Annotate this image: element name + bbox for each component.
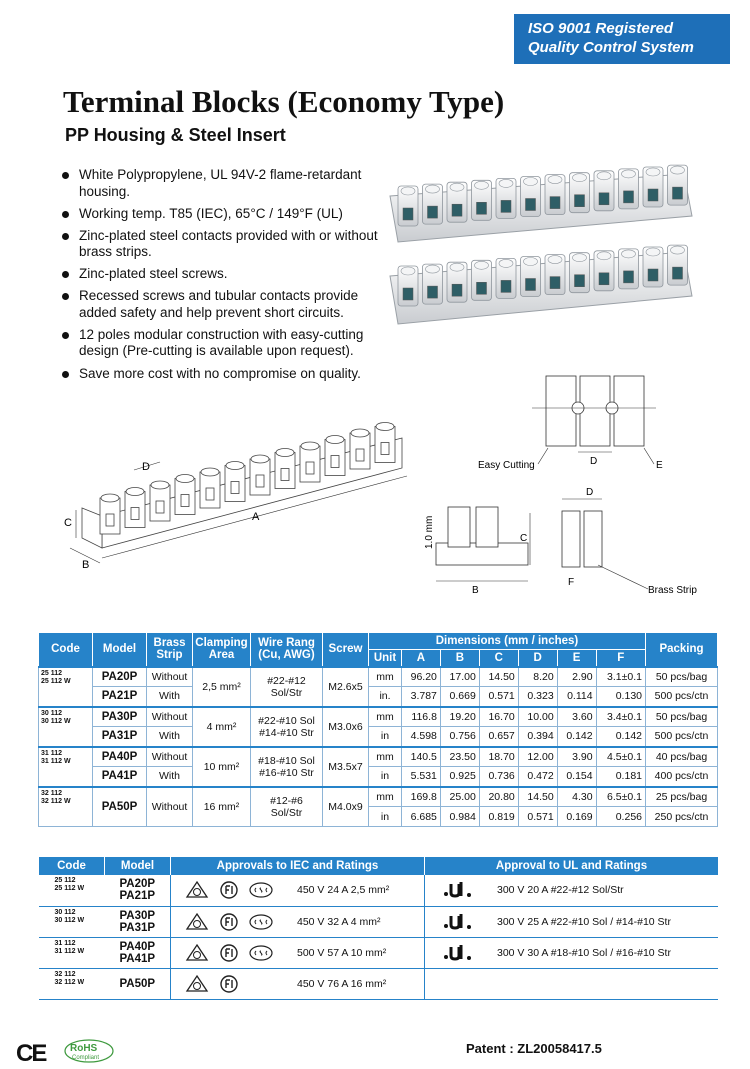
spec-row: [39, 687, 718, 707]
code-line: 25 112: [54, 877, 76, 884]
wire-line: #12-#6: [270, 794, 303, 807]
col-clamping: Clamping Area: [193, 633, 251, 667]
ul-content: [425, 943, 718, 963]
ul-cell: [425, 968, 719, 999]
feature-text: Save more cost with no compromise on quality.: [79, 365, 361, 381]
spec-row: [39, 787, 718, 807]
terminal-pole: [545, 255, 565, 295]
model-cell: PA40P: [93, 747, 147, 767]
dim-d-label: D: [142, 461, 150, 473]
bullet-icon: [62, 172, 69, 179]
terminal-pole: [545, 175, 565, 215]
unit-cell: mm: [369, 667, 402, 687]
ul-cell: [425, 875, 719, 906]
iec-marks: [185, 880, 297, 900]
dimension-cell: 116.8: [401, 707, 440, 727]
dimension-cell: 3.60: [557, 707, 596, 727]
ul-cell: [425, 906, 719, 937]
dimension-cell: 8.20: [518, 667, 557, 687]
brass-strip-label: Brass Strip: [648, 585, 697, 596]
code-cell: [39, 968, 105, 999]
code-cell: [39, 707, 93, 747]
drawing-pole: [325, 436, 345, 476]
terminal-pole: [472, 260, 492, 300]
screw-cell: M2.6x5: [323, 667, 369, 707]
brass-cell: Without: [147, 667, 193, 687]
brass-cell: Without: [147, 787, 193, 827]
dimension-cell: 4.30: [557, 787, 596, 807]
col-packing: Packing: [646, 633, 718, 667]
terminal-pole: [619, 249, 639, 289]
unit-cell: in.: [369, 687, 402, 707]
fi-mark-icon: [217, 943, 241, 963]
col-c: C: [479, 650, 518, 667]
screw-cell: M3.5x7: [323, 747, 369, 787]
code-line: 32 112 W: [54, 978, 85, 986]
csc-mark-icon: [249, 912, 273, 932]
model-line: PA50P: [119, 977, 156, 990]
terminal-pole: [643, 247, 663, 287]
terminal-pole: [570, 253, 590, 293]
feature-text: Zinc-plated steel contacts provided with or without brass strips.: [79, 227, 378, 260]
code-line: 25 112 W: [54, 885, 85, 892]
dimension-cell: 0.756: [440, 727, 479, 747]
terminal-pole: [668, 245, 688, 285]
clamping-cell: 4 mm²: [193, 707, 251, 747]
clamping-cell: 10 mm²: [193, 747, 251, 787]
packing-cell: 500 pcs/ctn: [646, 687, 718, 707]
code-cell: [39, 906, 105, 937]
packing-cell: 40 pcs/bag: [646, 747, 718, 767]
dim-a-label: A: [252, 511, 260, 523]
model-line: PA30P: [119, 909, 156, 922]
wire-line: #14-#10 Str: [259, 726, 314, 739]
iso-badge-line2: Quality Control System: [528, 39, 694, 56]
ul-rating: 300 V 30 A #18-#10 Sol / #16-#10 Str: [497, 946, 671, 959]
model-cell: [105, 968, 171, 999]
dimension-cell: 25.00: [440, 787, 479, 807]
model-cell: PA41P: [93, 767, 147, 787]
terminal-pole: [423, 184, 443, 224]
spec-row: [39, 667, 718, 687]
wire-cell: [251, 747, 323, 787]
iec-marks: [185, 943, 297, 963]
drawing-pole: [275, 449, 295, 489]
packing-cell: 400 pcs/ctn: [646, 767, 718, 787]
brass-cell: Without: [147, 747, 193, 767]
approval-row: [39, 906, 719, 937]
model-cell: PA31P: [93, 727, 147, 747]
code-line: 25 112 W: [41, 677, 71, 685]
unit-cell: in: [369, 727, 402, 747]
bullet-icon: [62, 371, 69, 378]
unit-cell: in: [369, 767, 402, 787]
feature-item: [62, 266, 382, 283]
drawing-pole: [200, 468, 220, 508]
dimension-cell: 5.531: [401, 767, 440, 787]
feature-text: Zinc-plated steel screws.: [79, 266, 228, 282]
code-line: 31 112 W: [54, 947, 85, 955]
model-line: PA41P: [119, 952, 156, 965]
dimension-cell: 2.90: [557, 667, 596, 687]
csc-mark-icon: [249, 880, 273, 900]
feature-list: [62, 167, 382, 388]
terminal-strip-top: [390, 165, 692, 242]
packing-cell: 500 pcs/ctn: [646, 727, 718, 747]
code-cell: [39, 747, 93, 787]
fi-mark-icon: [217, 880, 241, 900]
feature-item: [62, 167, 382, 200]
model-cell: PA21P: [93, 687, 147, 707]
iec-icons: [171, 912, 424, 932]
cul-us-mark-icon: [443, 880, 473, 900]
terminal-pole: [398, 266, 418, 306]
code-line: 31 112: [54, 939, 76, 947]
vde-mark-icon: [185, 912, 209, 932]
col-a: A: [401, 650, 440, 667]
dimension-cell: 0.669: [440, 687, 479, 707]
drawing-pole: [300, 442, 320, 482]
terminal-pole: [447, 182, 467, 222]
feature-item: [62, 288, 382, 321]
appr-col-iec: Approvals to IEC and Ratings: [171, 857, 425, 875]
dimension-cell: 0.169: [557, 807, 596, 827]
iec-icons: [171, 880, 424, 900]
wire-line: Sol/Str: [270, 686, 303, 699]
wire-line: #22-#12: [267, 674, 306, 687]
approval-table: [38, 857, 718, 1000]
packing-cell: 50 pcs/bag: [646, 667, 718, 687]
model-cell: PA30P: [93, 707, 147, 727]
dimension-cell: 0.736: [479, 767, 518, 787]
col-dimensions: Dimensions (mm / inches): [369, 633, 646, 650]
model-cell: [105, 937, 171, 968]
col-screw: Screw: [323, 633, 369, 667]
col-wire: Wire Rang (Cu, AWG): [251, 633, 323, 667]
vde-mark-icon: [185, 943, 209, 963]
dim-c-label: C: [64, 517, 72, 529]
feature-item: [62, 366, 382, 383]
brass-cell: With: [147, 727, 193, 747]
col-e: E: [557, 650, 596, 667]
terminal-pole: [619, 169, 639, 209]
iec-rating: 450 V 24 A 2,5 mm²: [297, 884, 390, 897]
dimension-cell: 0.114: [557, 687, 596, 707]
rohs-text: RoHS: [70, 1043, 98, 1054]
dimension-cell: 3.787: [401, 687, 440, 707]
screw-cell: M3.0x6: [323, 707, 369, 747]
cul-us-mark-icon: [443, 943, 473, 963]
iec-icons: [171, 943, 424, 963]
ul-content: [425, 880, 718, 900]
model-cell: [105, 906, 171, 937]
dimension-cell: 10.00: [518, 707, 557, 727]
iec-cell: [171, 906, 425, 937]
terminal-pole: [521, 177, 541, 217]
col-code: Code: [39, 633, 93, 667]
code-cell: [39, 875, 105, 906]
approval-row: [39, 968, 719, 999]
code-line: 32 112: [41, 789, 63, 797]
feature-text: Recessed screws and tubular contacts provide added safety and help prevent short circuits.: [79, 288, 359, 320]
col-f: F: [596, 650, 645, 667]
drawing-pole: [175, 475, 195, 515]
iec-marks: [185, 974, 297, 994]
dimension-cell: 0.256: [596, 807, 645, 827]
rohs-compliant-text: Compliant: [72, 1055, 100, 1061]
feature-text: White Polypropylene, UL 94V-2 flame-retardant housing.: [79, 167, 362, 199]
clamping-cell: 2,5 mm²: [193, 667, 251, 707]
terminal-pole: [521, 257, 541, 297]
col-b: B: [440, 650, 479, 667]
feature-text: Working temp. T85 (IEC), 65°C / 149°F (UL): [79, 205, 343, 221]
appr-col-model: Model: [105, 857, 171, 875]
terminal-pole: [496, 178, 516, 218]
csc-mark-icon: [249, 943, 273, 963]
terminal-pole: [472, 180, 492, 220]
brass-cell: Without: [147, 707, 193, 727]
drawing-pole: [125, 488, 145, 528]
approval-row: [39, 875, 719, 906]
terminal-pole: [570, 173, 590, 213]
wire-line: Sol/Str: [270, 806, 303, 819]
unit-cell: mm: [369, 787, 402, 807]
iec-cell: [171, 968, 425, 999]
screw-cell: M4.0x9: [323, 787, 369, 827]
dimension-cell: 0.394: [518, 727, 557, 747]
iec-rating: 450 V 32 A 4 mm²: [297, 915, 381, 928]
spec-table: [38, 632, 718, 827]
model-cell: [105, 875, 171, 906]
dimension-cell: 4.598: [401, 727, 440, 747]
iec-cell: [171, 875, 425, 906]
fi-mark-icon: [217, 912, 241, 932]
terminal-pole: [643, 167, 663, 207]
isometric-drawing: [62, 398, 442, 578]
drawing-pole: [350, 429, 370, 469]
patent-number: Patent : ZL20058417.5: [466, 1041, 602, 1056]
section-c-label: C: [520, 533, 528, 544]
code-line: 32 112: [54, 970, 76, 978]
spec-row: [39, 727, 718, 747]
dimension-cell: 0.984: [440, 807, 479, 827]
dimension-cell: 3.90: [557, 747, 596, 767]
drawing-pole: [100, 494, 120, 534]
model-line: PA21P: [119, 890, 156, 903]
feature-item: [62, 327, 382, 360]
section-b-label: B: [472, 585, 479, 596]
dimension-cell: 12.00: [518, 747, 557, 767]
model-line: PA20P: [119, 878, 156, 891]
code-cell: [39, 937, 105, 968]
spec-row: [39, 747, 718, 767]
model-cell: PA50P: [93, 787, 147, 827]
ul-content: [425, 912, 718, 932]
dimension-cell: 0.142: [557, 727, 596, 747]
wire-line: #16-#10 Str: [259, 766, 314, 779]
unit-cell: mm: [369, 707, 402, 727]
bullet-icon: [62, 332, 69, 339]
dimension-cell: 0.925: [440, 767, 479, 787]
feature-item: [62, 228, 382, 261]
appr-col-code: Code: [39, 857, 105, 875]
col-d: D: [518, 650, 557, 667]
model-line: PA40P: [119, 940, 156, 953]
spec-row: [39, 707, 718, 727]
code-cell: [39, 787, 93, 827]
col-brass: Brass Strip: [147, 633, 193, 667]
dimension-cell: 0.323: [518, 687, 557, 707]
terminal-pole: [668, 165, 688, 205]
dimension-cell: 0.571: [518, 807, 557, 827]
ce-mark-icon: CE: [16, 1040, 46, 1067]
dimension-cell: 0.154: [557, 767, 596, 787]
thickness-label: 1.0 mm: [424, 515, 435, 549]
packing-cell: 25 pcs/bag: [646, 787, 718, 807]
drawing-pole: [150, 481, 170, 521]
ul-rating: 300 V 20 A #22-#12 Sol/Str: [497, 884, 624, 897]
brass-cell: With: [147, 767, 193, 787]
dimension-cell: 19.20: [440, 707, 479, 727]
bullet-icon: [62, 233, 69, 240]
terminal-pole: [496, 258, 516, 298]
iec-cell: [171, 937, 425, 968]
dimension-cell: 96.20: [401, 667, 440, 687]
dimension-cell: 3.4±0.1: [596, 707, 645, 727]
section-d-label: D: [586, 487, 594, 498]
dimension-cell: 0.181: [596, 767, 645, 787]
side-e-label: E: [656, 460, 663, 471]
wire-cell: [251, 787, 323, 827]
approval-row: [39, 937, 719, 968]
dimension-cell: 6.685: [401, 807, 440, 827]
code-line: 30 112 W: [54, 916, 85, 924]
packing-cell: 50 pcs/bag: [646, 707, 718, 727]
easy-cutting-label: Easy Cutting: [478, 460, 535, 471]
rohs-logo: [64, 1039, 114, 1063]
dimension-cell: 0.142: [596, 727, 645, 747]
dimension-cell: 14.50: [518, 787, 557, 807]
dimension-cell: 18.70: [479, 747, 518, 767]
bullet-icon: [62, 271, 69, 278]
code-line: 31 112 W: [41, 757, 71, 765]
model-cell: PA20P: [93, 667, 147, 687]
product-photo: [384, 164, 702, 342]
section-f-label: F: [568, 577, 575, 588]
dimension-cell: 3.1±0.1: [596, 667, 645, 687]
vde-mark-icon: [185, 880, 209, 900]
dimension-cell: 16.70: [479, 707, 518, 727]
dimension-cell: 0.130: [596, 687, 645, 707]
dimension-cell: 23.50: [440, 747, 479, 767]
model-line: PA31P: [119, 921, 156, 934]
dim-b-label: B: [82, 559, 90, 571]
section-drawing: [412, 485, 712, 605]
dimension-cell: 17.00: [440, 667, 479, 687]
feature-item: [62, 206, 382, 223]
side-d-label: D: [590, 456, 598, 467]
dimension-cell: 4.5±0.1: [596, 747, 645, 767]
cul-us-mark-icon: [443, 912, 473, 932]
side-view-drawing: [476, 368, 686, 478]
page-title: Terminal Blocks (Economy Type): [63, 84, 505, 119]
unit-cell: mm: [369, 747, 402, 767]
dimension-cell: 0.657: [479, 727, 518, 747]
iso-badge-line1: ISO 9001 Registered: [528, 20, 674, 37]
ul-rating: 300 V 25 A #22-#10 Sol / #14-#10 Str: [497, 915, 671, 928]
terminal-pole: [398, 186, 418, 226]
feature-text: 12 poles modular construction with easy-cutting design (Pre-cutting is available upon request).: [79, 326, 364, 359]
wire-cell: [251, 667, 323, 707]
drawing-pole: [250, 455, 270, 495]
code-line: 25 112: [41, 669, 63, 677]
dimension-cell: 0.819: [479, 807, 518, 827]
code-line: 31 112: [41, 749, 63, 757]
dimension-cell: 0.571: [479, 687, 518, 707]
code-line: 30 112: [54, 908, 76, 916]
iec-rating: 450 V 76 A 16 mm²: [297, 977, 387, 990]
dimension-cell: 6.5±0.1: [596, 787, 645, 807]
code-line: 32 112 W: [41, 797, 71, 805]
code-line: 30 112: [41, 709, 63, 717]
spec-row: [39, 767, 718, 787]
clamping-cell: 16 mm²: [193, 787, 251, 827]
dimension-cell: 0.472: [518, 767, 557, 787]
terminal-pole: [447, 262, 467, 302]
ul-cell: [425, 937, 719, 968]
vde-mark-icon: [185, 974, 209, 994]
terminal-pole: [594, 251, 614, 291]
wire-line: #22-#10 Sol: [258, 714, 315, 727]
bullet-icon: [62, 293, 69, 300]
packing-cell: 250 pcs/ctn: [646, 807, 718, 827]
fi-mark-icon: [217, 974, 241, 994]
col-unit: Unit: [369, 650, 402, 667]
page-subtitle: PP Housing & Steel Insert: [65, 125, 286, 145]
code-line: 30 112 W: [41, 717, 71, 725]
dimension-cell: 169.8: [401, 787, 440, 807]
drawing-pole: [375, 423, 395, 463]
iso-badge: [514, 14, 730, 64]
terminal-pole: [594, 171, 614, 211]
iec-rating: 500 V 57 A 10 mm²: [297, 946, 387, 959]
unit-cell: in: [369, 807, 402, 827]
terminal-pole: [423, 264, 443, 304]
appr-col-ul: Approval to UL and Ratings: [425, 857, 719, 875]
terminal-strip-bottom: [390, 245, 692, 324]
wire-line: #18-#10 Sol: [258, 754, 315, 767]
wire-cell: [251, 707, 323, 747]
iec-icons: [171, 974, 424, 994]
dimension-cell: 140.5: [401, 747, 440, 767]
col-model: Model: [93, 633, 147, 667]
dimension-cell: 14.50: [479, 667, 518, 687]
brass-cell: With: [147, 687, 193, 707]
dimension-cell: 20.80: [479, 787, 518, 807]
drawing-pole: [225, 462, 245, 502]
iec-marks: [185, 912, 297, 932]
code-cell: [39, 667, 93, 707]
bullet-icon: [62, 211, 69, 218]
